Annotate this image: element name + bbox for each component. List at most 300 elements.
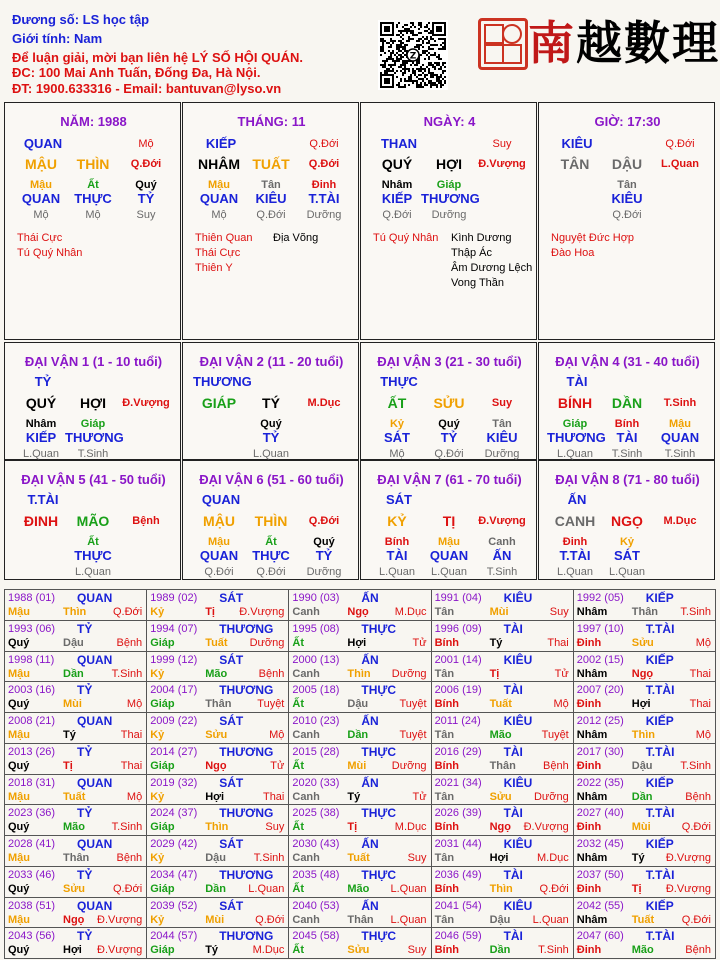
year-stage: Dưỡng [249, 636, 285, 649]
year-ten-god: ẤN [361, 898, 379, 913]
year-stage: L.Quan [532, 913, 569, 926]
pillar-title: THÁNG: 11 [237, 114, 306, 129]
hidden-stage: T.Sinh [664, 448, 696, 460]
dai-van-ten-god: SÁT [386, 492, 412, 507]
year-stem: Kỷ [150, 667, 165, 680]
year-cell [147, 651, 289, 682]
year-label: 2000 (13) [292, 653, 340, 666]
year-stem: Quý [8, 944, 30, 957]
year-stage: Q.Đới [539, 882, 569, 895]
year-cell [431, 836, 573, 867]
year-stem: Bính [434, 821, 460, 834]
year-stem: Giáp [150, 636, 175, 649]
logo-red-char: 南 [528, 16, 576, 70]
year-cell-content [147, 713, 288, 742]
year-cell [431, 713, 573, 744]
hidden-ten-god: SÁT [614, 548, 640, 563]
year-ten-god: THƯƠNG [219, 744, 274, 759]
hidden-ten-god: TÀI [386, 548, 408, 563]
year-stem: Ất [292, 821, 304, 834]
year-ten-god: T.TÀI [645, 683, 675, 698]
year-ten-god: ẤN [361, 714, 379, 728]
year-label: 2024 (37) [150, 807, 198, 820]
year-cell-content [147, 928, 288, 957]
hidden-ten-god: QUAN [21, 191, 61, 206]
hidden-stem: Tân [617, 179, 637, 191]
year-stage: Bệnh [258, 667, 285, 680]
year-branch: Ngọ [205, 759, 227, 772]
year-cell [431, 866, 573, 897]
year-label: 2040 (53) [292, 899, 340, 912]
year-branch: Ngọ [489, 821, 511, 834]
year-cell-content [574, 744, 715, 773]
gender-line [12, 30, 102, 47]
star-name: Thiên Y [195, 262, 233, 274]
year-label: 2036 (49) [434, 868, 482, 881]
year-cell [5, 928, 147, 959]
year-branch: Mão [63, 821, 85, 834]
hidden-stage: Q.Đới [612, 209, 642, 221]
hidden-stage: L.Quan [74, 566, 112, 578]
year-row [5, 651, 716, 682]
year-stem: Canh [292, 913, 320, 926]
year-cell-content [432, 928, 573, 957]
year-stem: Quý [8, 882, 30, 895]
year-ten-god: SÁT [219, 775, 244, 790]
year-ten-god: THƯƠNG [219, 683, 274, 698]
year-stage: M.Dục [252, 944, 285, 957]
hidden-ten-god: KIÊU [611, 191, 643, 206]
year-stem: Nhâm [576, 667, 608, 680]
year-cell-content [289, 682, 430, 711]
year-label: 2022 (35) [576, 776, 624, 789]
year-cell [573, 928, 715, 959]
pillar-title: NĂM: 1988 [60, 114, 127, 129]
year-branch: Tý [205, 944, 219, 957]
year-cell-content [5, 775, 146, 804]
dai-van-box [182, 342, 359, 460]
stem-main: QUÝ [381, 156, 413, 172]
seal-stamp-icon [478, 18, 528, 70]
stage-main: M.Dục [663, 515, 697, 527]
branch-main: HỢI [80, 395, 106, 411]
year-ten-god: TỶ [77, 929, 93, 944]
hidden-stem: Giáp [80, 418, 106, 430]
pillar-box [4, 102, 181, 340]
year-cell [147, 805, 289, 836]
year-branch: Dậu [489, 913, 511, 926]
star-name: Thái Cực [195, 247, 241, 259]
year-stage: Bệnh [116, 636, 143, 649]
year-cell [5, 743, 147, 774]
hidden-stage: Q.Đới [256, 566, 286, 578]
year-stem: Mậu [8, 667, 30, 680]
year-ten-god: TÀI [503, 929, 523, 944]
hidden-stage: Mộ [33, 209, 49, 221]
year-stage: Thai [120, 759, 143, 772]
year-ten-god: THƯƠNG [219, 621, 274, 636]
hidden-stem: Ất [87, 536, 99, 548]
year-cell [573, 590, 715, 621]
year-ten-god: SÁT [219, 591, 244, 605]
year-cell [573, 836, 715, 867]
year-branch: Thìn [205, 821, 229, 834]
year-stem: Đinh [576, 944, 602, 957]
year-cell [289, 743, 431, 774]
year-cell-content [289, 713, 430, 742]
year-cell [289, 590, 431, 621]
year-cell-content [5, 621, 146, 650]
hidden-stage: Mộ [389, 448, 405, 460]
year-label: 1989 (02) [150, 592, 198, 604]
year-row [5, 928, 716, 959]
year-ten-god: THƯƠNG [219, 929, 274, 944]
year-stage: Thai [120, 729, 143, 741]
year-stem: Canh [292, 606, 320, 618]
stem-main: CANH [554, 513, 596, 529]
stage-main: Đ.Vượng [478, 515, 526, 527]
year-cell-content [432, 775, 573, 804]
ten-god-top: KIÊU [561, 136, 593, 151]
dai-van-box [538, 460, 715, 580]
year-row [5, 897, 716, 928]
year-stage: Mộ [553, 698, 569, 711]
year-cell [147, 866, 289, 897]
year-stem: Tân [434, 913, 455, 926]
year-cell-content [574, 621, 715, 650]
year-cell-content [147, 744, 288, 773]
stem-main: BÍNH [557, 395, 593, 411]
year-cell-content [574, 652, 715, 681]
year-stem: Giáp [150, 944, 175, 957]
year-stage: Tuyệt [399, 729, 427, 741]
year-label: 2013 (26) [8, 745, 56, 758]
year-cell-content [5, 867, 146, 896]
pillar-title: NGÀY: 4 [423, 114, 476, 129]
year-stem: Giáp [150, 698, 175, 711]
hidden-stem: Mậu [30, 179, 52, 191]
year-branch: Mùi [63, 698, 82, 711]
hidden-ten-god: T.TÀI [559, 548, 591, 563]
dai-van-ten-god: THƯƠNG [193, 374, 252, 389]
year-ten-god: TÀI [503, 806, 523, 821]
year-stem: Bính [434, 944, 460, 957]
year-label: 2019 (32) [150, 776, 198, 789]
year-stem: Tân [434, 790, 455, 803]
branch-main: TỊ [442, 513, 456, 529]
year-ten-god: ẤN [361, 652, 379, 667]
hidden-stem: Tân [261, 179, 281, 191]
year-branch: Tuất [205, 636, 228, 649]
year-cell [147, 590, 289, 621]
year-cell-content [5, 744, 146, 773]
stem-main: KỶ [387, 513, 407, 529]
year-cell-content [289, 775, 430, 804]
year-branch: Mão [489, 729, 512, 741]
year-label: 2015 (28) [292, 745, 340, 758]
year-stage: Tử [270, 759, 285, 772]
stage-main: Đ.Vượng [478, 158, 526, 170]
year-cell-content [5, 652, 146, 681]
year-branch: Tý [63, 729, 76, 741]
year-stem: Kỷ [150, 729, 165, 741]
year-row [5, 836, 716, 867]
year-cell [573, 682, 715, 713]
year-cell-content [147, 621, 288, 650]
year-label: 2037 (50) [576, 868, 624, 881]
year-ten-god: KIÊU [503, 714, 533, 728]
year-ten-god: TỶ [77, 621, 93, 636]
hidden-ten-god: TỶ [137, 191, 155, 206]
year-stem: Nhâm [576, 913, 608, 926]
year-cell [431, 743, 573, 774]
stem-main: ẤT [387, 395, 407, 411]
year-stage: M.Dục [394, 821, 427, 834]
year-cell-content [5, 898, 146, 927]
year-stage: Tử [554, 667, 569, 680]
year-branch: Mão [205, 667, 228, 680]
hidden-stem: Giáp [562, 418, 588, 430]
year-cell [573, 743, 715, 774]
year-ten-god: THỰC [361, 744, 396, 759]
year-cell [431, 651, 573, 682]
year-cell [289, 620, 431, 651]
year-cell [289, 651, 431, 682]
year-stage: Bệnh [543, 759, 569, 772]
year-ten-god: QUAN [77, 898, 113, 913]
year-ten-god: TÀI [503, 621, 523, 636]
year-label: 1990 (03) [292, 592, 340, 604]
year-ten-god: KIẾP [645, 652, 674, 667]
year-cell-content [5, 836, 146, 865]
year-ten-god: THỰC [361, 683, 396, 698]
year-stage: Thai [689, 667, 711, 680]
stage-top: Q.Đới [309, 138, 339, 150]
year-branch: Dậu [631, 759, 653, 772]
year-branch: Tị [489, 667, 500, 680]
hidden-ten-god: TỶ [315, 548, 333, 563]
year-stage: Suy [407, 944, 427, 957]
year-branch: Mão [347, 882, 370, 895]
year-stem: Đinh [576, 698, 602, 711]
year-branch: Tuất [489, 698, 512, 711]
year-branch: Sửu [631, 636, 654, 649]
year-cell-content [147, 867, 288, 896]
year-ten-god: T.TÀI [645, 929, 675, 944]
year-cell-content [147, 682, 288, 711]
dai-van-box [360, 460, 537, 580]
qr-code-icon[interactable] [378, 20, 448, 90]
year-label: 2006 (19) [434, 684, 482, 697]
year-stage: M.Dục [394, 606, 427, 618]
hidden-stem: Mậu [208, 536, 230, 548]
year-stage: Thai [262, 790, 285, 803]
year-branch: Hợi [63, 944, 82, 957]
owner-value: LS học tập [82, 12, 150, 27]
star-name: Âm Dương Lệch [451, 262, 533, 274]
year-label: 1993 (06) [8, 622, 56, 635]
year-branch: Dần [63, 667, 84, 680]
year-ten-god: TỶ [77, 806, 93, 821]
year-cell [5, 836, 147, 867]
ten-god-top: KIẾP [205, 136, 237, 151]
year-stem: Mậu [8, 913, 30, 926]
year-branch: Tý [489, 636, 503, 649]
hidden-stage: Q.Đới [204, 566, 234, 578]
branch-main: THÌN [76, 156, 110, 172]
year-label: 2031 (44) [434, 838, 482, 850]
year-branch: Tị [63, 759, 73, 772]
year-cell [5, 651, 147, 682]
hidden-ten-god: THƯƠNG [65, 430, 124, 445]
year-stem: Nhâm [576, 729, 608, 741]
year-ten-god: SÁT [219, 837, 244, 851]
hidden-ten-god: QUAN [199, 191, 239, 206]
year-label: 2044 (57) [150, 930, 198, 943]
year-stem: Giáp [150, 882, 175, 895]
year-stem: Mậu [8, 852, 30, 864]
year-cell [573, 897, 715, 928]
hidden-stem: Quý [313, 536, 335, 548]
year-label: 2003 (16) [8, 684, 56, 697]
year-ten-god: TỶ [77, 867, 93, 882]
stage-main: Đ.Vượng [122, 397, 170, 409]
year-branch: Hợi [347, 636, 367, 649]
year-label: 2018 (31) [8, 776, 56, 789]
hidden-stage: L.Quan [22, 448, 60, 460]
year-stem: Đinh [576, 759, 602, 772]
year-cell [573, 713, 715, 744]
year-cell [5, 897, 147, 928]
hidden-stage: L.Quan [556, 448, 594, 460]
year-ten-god: KIÊU [503, 652, 533, 667]
year-stem: Mậu [8, 606, 30, 618]
year-cell [289, 805, 431, 836]
pillar-box [538, 102, 715, 340]
phone-email-line: ĐT: 1900.633316 - Email: bantuvan@lyso.vn [12, 81, 282, 96]
hidden-ten-god: KIẾP [381, 191, 413, 206]
year-cell [147, 897, 289, 928]
stage-main: Q.Đới [308, 158, 340, 170]
year-cell [147, 743, 289, 774]
hidden-ten-god: THỰC [74, 191, 112, 206]
gender-value: Nam [73, 31, 103, 46]
stage-main: Q.Đới [130, 158, 162, 170]
star-name: Tú Quý Nhân [373, 232, 439, 244]
year-branch: Dần [489, 944, 511, 957]
year-label: 2005 (18) [292, 684, 340, 697]
branch-main: DẬU [611, 156, 643, 172]
year-branch: Sửu [63, 882, 86, 895]
year-ten-god: ẤN [361, 837, 379, 851]
dai-van-title: ĐẠI VẬN 4 (31 - 40 tuổi) [555, 354, 700, 369]
year-cell [5, 682, 147, 713]
year-ten-god: SÁT [219, 898, 244, 913]
year-stem: Bính [434, 636, 460, 649]
year-stage: Tuyệt [541, 729, 569, 741]
year-branch: Tị [631, 882, 642, 895]
year-cell [573, 620, 715, 651]
year-branch: Tị [347, 821, 358, 834]
hidden-stem: Quý [135, 179, 157, 191]
year-stem: Quý [8, 759, 30, 772]
dai-van-box [538, 342, 715, 460]
year-stem: Tân [434, 667, 455, 680]
branch-main: SỬU [433, 395, 465, 411]
year-cell-content [574, 836, 715, 865]
year-stage: L.Quan [390, 882, 427, 895]
branch-main: HỢI [436, 156, 462, 172]
year-cell [147, 713, 289, 744]
hidden-ten-god: ẤN [492, 548, 512, 563]
year-cell [431, 805, 573, 836]
dai-van-box [182, 460, 359, 580]
star-name: Thập Ác [451, 247, 492, 259]
pillar-box [182, 102, 359, 340]
hidden-stem: Tân [492, 418, 512, 430]
year-label: 2021 (34) [434, 776, 482, 789]
year-cell-content [432, 898, 573, 927]
year-stem: Mậu [8, 729, 30, 741]
year-cell-content [289, 652, 430, 681]
year-stem: Canh [292, 790, 320, 803]
year-cell [5, 590, 147, 621]
branch-main: DẦN [611, 395, 643, 411]
year-label: 1994 (07) [150, 622, 198, 635]
hidden-stage: Dưỡng [306, 209, 342, 221]
dai-van-title: ĐẠI VẬN 2 (11 - 20 tuổi) [199, 354, 344, 369]
year-label: 2027 (40) [576, 807, 624, 820]
year-label: 2025 (38) [292, 807, 340, 820]
hidden-ten-god: QUAN [429, 548, 469, 563]
year-stage: Thai [689, 698, 711, 711]
year-branch: Dần [347, 729, 369, 741]
year-label: 2009 (22) [150, 715, 198, 727]
year-stage: Đ.Vượng [97, 913, 143, 926]
hidden-stage: T.Sinh [611, 448, 643, 460]
year-branch: Hợi [205, 790, 225, 803]
year-cell-content [432, 805, 573, 834]
year-stage: Thai [547, 636, 569, 649]
year-ten-god: SÁT [219, 652, 244, 667]
year-branch: Dậu [63, 636, 84, 649]
year-cell-content [5, 682, 146, 711]
year-cell [5, 713, 147, 744]
stage-main: Suy [491, 397, 513, 409]
hidden-ten-god: THƯƠNG [547, 430, 606, 445]
year-stage: T.Sinh [680, 759, 711, 772]
year-stage: T.Sinh [538, 944, 569, 957]
year-label: 2039 (52) [150, 899, 198, 912]
dai-van-title: ĐẠI VẬN 6 (51 - 60 tuổi) [199, 472, 344, 487]
year-stage: Dưỡng [533, 790, 569, 803]
year-cell-content [574, 682, 715, 711]
ten-god-top: THAN [380, 136, 418, 151]
year-cell-content [432, 713, 573, 742]
year-stage: Đ.Vượng [665, 852, 711, 864]
year-cell-content [432, 836, 573, 865]
owner-label: Đương số: [12, 12, 80, 27]
dai-van-ten-god: T.TÀI [27, 492, 59, 507]
year-label: 2010 (23) [292, 715, 340, 727]
stem-main: GIÁP [201, 395, 237, 411]
year-ten-god: KIẾP [645, 591, 674, 605]
hidden-stage: L.Quan [430, 566, 468, 578]
year-branch: Mùi [631, 821, 651, 834]
star-name: Tú Quý Nhân [17, 247, 83, 259]
year-cell [289, 836, 431, 867]
year-stage: Mộ [126, 790, 143, 803]
